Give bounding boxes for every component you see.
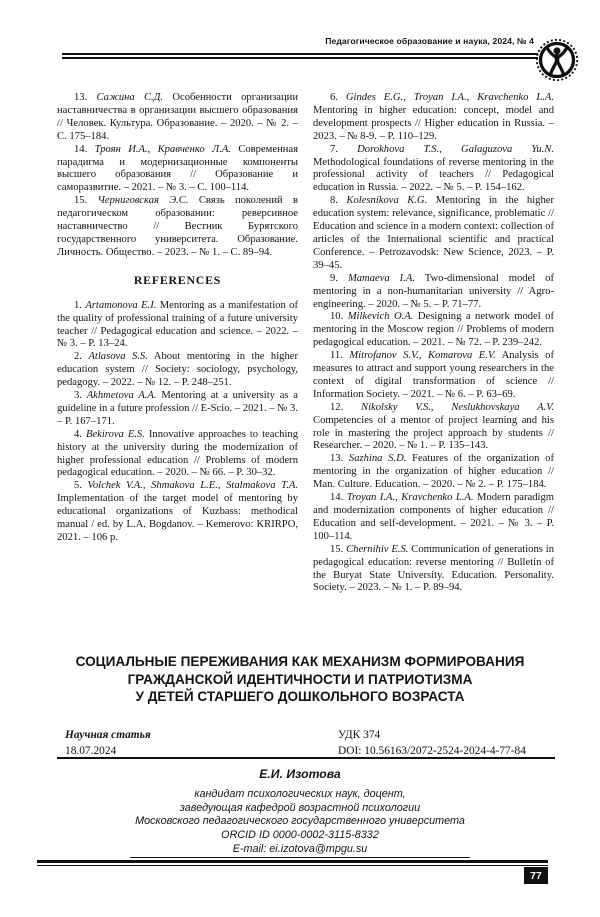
reference-authors: Nikolsky V.S., Neslukhovskaya A.V.: [361, 401, 554, 413]
author-divider-rule: [130, 857, 470, 858]
reference-text: Analysis of measures to attract and support young researchers in the context of digital transformation of science // Information Society. – 2021. – № 6. – P. 63–69.: [313, 350, 554, 400]
reference-authors: Mamaeva I.A.: [347, 272, 415, 284]
reference-item: [313, 92, 554, 144]
reference-authors: Kolesnikova K.G.: [346, 195, 428, 207]
reference-authors: Milkevich O.A.: [347, 311, 414, 323]
references-left-column: [57, 92, 298, 650]
reference-number: 14.: [330, 492, 344, 504]
article-doi: DOI: 10.56163/2072-2524-2024-4-77-84: [338, 745, 526, 757]
meta-divider-rule: [57, 757, 555, 759]
reference-text: Mentoring at a university as a guideline in a future profession // E-Scio. – 2021. – № 3. – P. 167–171.: [57, 390, 298, 427]
reference-authors: Gindes E.G., Troyan I.A., Kravchenko L.A.: [345, 92, 554, 103]
reference-text: Современная парадигма и модернизационные компоненты высшего образования // Образование и саморазвитие. – 2021. – № 3. – С. 100–114.: [57, 143, 298, 194]
reference-text: Implementation of the target model of mentoring by educational organizations of Kuzbass: methodical manual / ed. by L.A. Bogdanov. – Kemerovo: KRIRPO, 2021. – 106 p.: [57, 493, 298, 543]
article-title: [40, 653, 560, 706]
reference-authors: Volchek V.A., Shmakova L.E., Stalmakova T.A.: [87, 480, 298, 492]
reference-number: 5.: [74, 480, 82, 492]
reference-item: [313, 350, 554, 402]
header-double-rule: [62, 53, 538, 59]
reference-text: Competencies of a mentor of project learning and his role in mastering the project approach by students // Researcher. – 2020. – № 1. – P. 135–143.: [313, 414, 554, 452]
reference-number: 6.: [330, 92, 338, 103]
reference-text: Mentoring in the higher education system: relevance, significance, problematic // Education and science in a modern context: collection of articles of the International scientific and practical Conference. – Petrozavodsk: New Science, 2023. – P. 39–45.: [313, 195, 554, 271]
reference-number: 3.: [74, 390, 82, 402]
references-right-column: [313, 92, 554, 650]
reference-text: Mentoring as a manifestation of the quality of professional training of a future university teacher // Pedagogical education and science. – 2022. – № 3. – P. 13–24.: [57, 299, 298, 350]
reference-text: Communication of generations in pedagogical education: reverse mentoring // Bulletin of the Buryat State University. Education. Personality. Society. – 2023. – № 1. – P. 89–94.: [313, 543, 554, 594]
reference-item: [313, 492, 554, 544]
reference-item: [313, 195, 554, 272]
reference-text: Innovative approaches to teaching history at the university during the modernization of higher professional education // Problems of modern pedagogical education. – 2020. – № 66. – P. 30–32.: [57, 428, 298, 479]
article-title-line-3: У ДЕТЕЙ СТАРШЕГО ДОШКОЛЬНОГО ВОЗРАСТА: [135, 689, 465, 704]
references-heading: REFERENCES: [133, 272, 222, 287]
reference-text: Features of the organization of mentoring in the organization of higher education // Man. Culture. Education. – 2020. – № 2. – P. 175–184.: [313, 453, 554, 491]
author-name: Е.И. Изотова: [259, 767, 341, 781]
reference-text: Особенности организации наставничества в организации высшего образования // Человек. Культура. Образование. – 2020. – № 2. – С. 175–184.: [57, 92, 298, 142]
references-russian-list: [57, 92, 298, 260]
reference-number: 4.: [74, 428, 82, 440]
reference-item: [313, 273, 554, 312]
reference-authors: Сажина С.Д.: [96, 92, 164, 103]
article-meta-left: [65, 727, 151, 759]
article-date: 18.07.2024: [65, 745, 117, 757]
references-english-list-continued: [313, 92, 554, 595]
reference-item: [57, 195, 298, 260]
footer-double-rule: [37, 860, 548, 866]
references-two-columns: [57, 92, 555, 650]
reference-authors: Chernihiv E.S.: [346, 543, 409, 555]
reference-number: 13.: [330, 453, 344, 465]
reference-authors: Artamonova E.I.: [85, 299, 157, 311]
reference-authors: Троян И.А., Кравченко Л.А.: [94, 143, 231, 155]
reference-authors: Черниговская Э.С.: [97, 195, 189, 207]
article-udk: УДК 374: [338, 729, 381, 741]
reference-item: [313, 311, 554, 350]
reference-authors: Atlasova S.S.: [88, 351, 148, 363]
reference-item: [313, 402, 554, 454]
author-email-line: E-mail: ei.izotova@mpgu.su: [232, 842, 368, 855]
journal-header-line: Педагогическое образование и наука, 2024, № 4: [325, 36, 534, 46]
article-meta-right: [338, 727, 526, 759]
journal-logo-icon: [535, 38, 579, 82]
reference-item: [57, 144, 298, 196]
author-position-line: заведующая кафедрой возрастной психологии: [179, 801, 421, 814]
reference-authors: Akhmetova A.A.: [86, 390, 157, 402]
reference-number: 11.: [330, 350, 343, 362]
reference-authors: Troyan I.A., Kravchenko L.A.: [346, 492, 474, 504]
reference-number: 7.: [330, 143, 338, 155]
reference-authors: Bekirova E.S.: [85, 428, 145, 440]
reference-number: 15.: [74, 195, 88, 207]
reference-text: Связь поколений в педагогическом образовании: реверсивное наставничество // Вестник Бурятского государственного университета. Образование. Личность. Общество. – 2023. – № 1. – С. 89–94.: [57, 195, 298, 258]
author-orcid-line: ORCID ID 0000-0002-3115-8332: [221, 829, 379, 842]
reference-number: 8.: [330, 195, 338, 207]
reference-text: Designing a network model of mentoring in the Moscow region // Problems of modern pedagogical education. – 2021. – № 72. – P. 239–242.: [313, 311, 554, 349]
author-affiliation-line: Московского педагогического государственного университета: [135, 815, 465, 828]
article-title-line-2: ГРАЖДАНСКОЙ ИДЕНТИЧНОСТИ И ПАТРИОТИЗМА: [127, 671, 473, 687]
reference-item: [57, 390, 298, 429]
reference-number: 2.: [74, 351, 82, 363]
author-block: [40, 768, 560, 857]
reference-text: Two-dimensional model of mentoring in a non-humanitarian university // Agro-engineering. – 2020. – № 5. – P. 71–77.: [313, 272, 555, 310]
references-english-list-start: [57, 300, 298, 545]
reference-text: Modern paradigm and modernization components of higher education // Education and self-development. – 2021. – № 3. – P. 100–114.: [313, 492, 554, 542]
reference-text: Methodological foundations of reverse mentoring in the professional activity of teachers // Pedagogical education in Russia. – 2022. – № 5. – P. 154–162.: [313, 156, 554, 194]
reference-authors: Mitrofanov S.V., Komarova E.V.: [349, 350, 496, 362]
reference-number: 15.: [330, 543, 344, 555]
reference-item: [57, 429, 298, 481]
reference-number: 12.: [330, 401, 344, 413]
reference-text: Mentoring in higher education: concept, model and development prospects // Higher education in Russia. – 2023. – № 8-9. – P. 110–129.: [313, 104, 554, 142]
reference-text: About mentoring in the higher education system // Society: sociology, psychology, pedagogy. – 2022. – № 12. – P. 248–251.: [57, 351, 298, 389]
reference-authors: Sazhina S.D.: [348, 453, 407, 465]
reference-number: 13.: [74, 92, 88, 103]
article-title-line-1: СОЦИАЛЬНЫЕ ПЕРЕЖИВАНИЯ КАК МЕХАНИЗМ ФОРМИРОВАНИЯ: [75, 654, 525, 669]
reference-item: [57, 92, 298, 144]
reference-authors: Dorokhova T.S., Galaguzova Yu.N.: [357, 143, 554, 155]
reference-item: [57, 351, 298, 390]
reference-number: 14.: [74, 143, 88, 155]
reference-item: [57, 480, 298, 545]
reference-number: 10.: [330, 311, 344, 323]
reference-number: 9.: [330, 272, 338, 284]
reference-number: 1.: [74, 299, 82, 311]
reference-item: [313, 144, 554, 196]
reference-item: [313, 544, 554, 596]
author-degree-line: кандидат психологических наук, доцент,: [194, 787, 406, 800]
page-number-badge: 77: [524, 867, 548, 884]
reference-item: [57, 300, 298, 352]
article-type-label: Научная статья: [65, 729, 151, 741]
reference-item: [313, 453, 554, 492]
